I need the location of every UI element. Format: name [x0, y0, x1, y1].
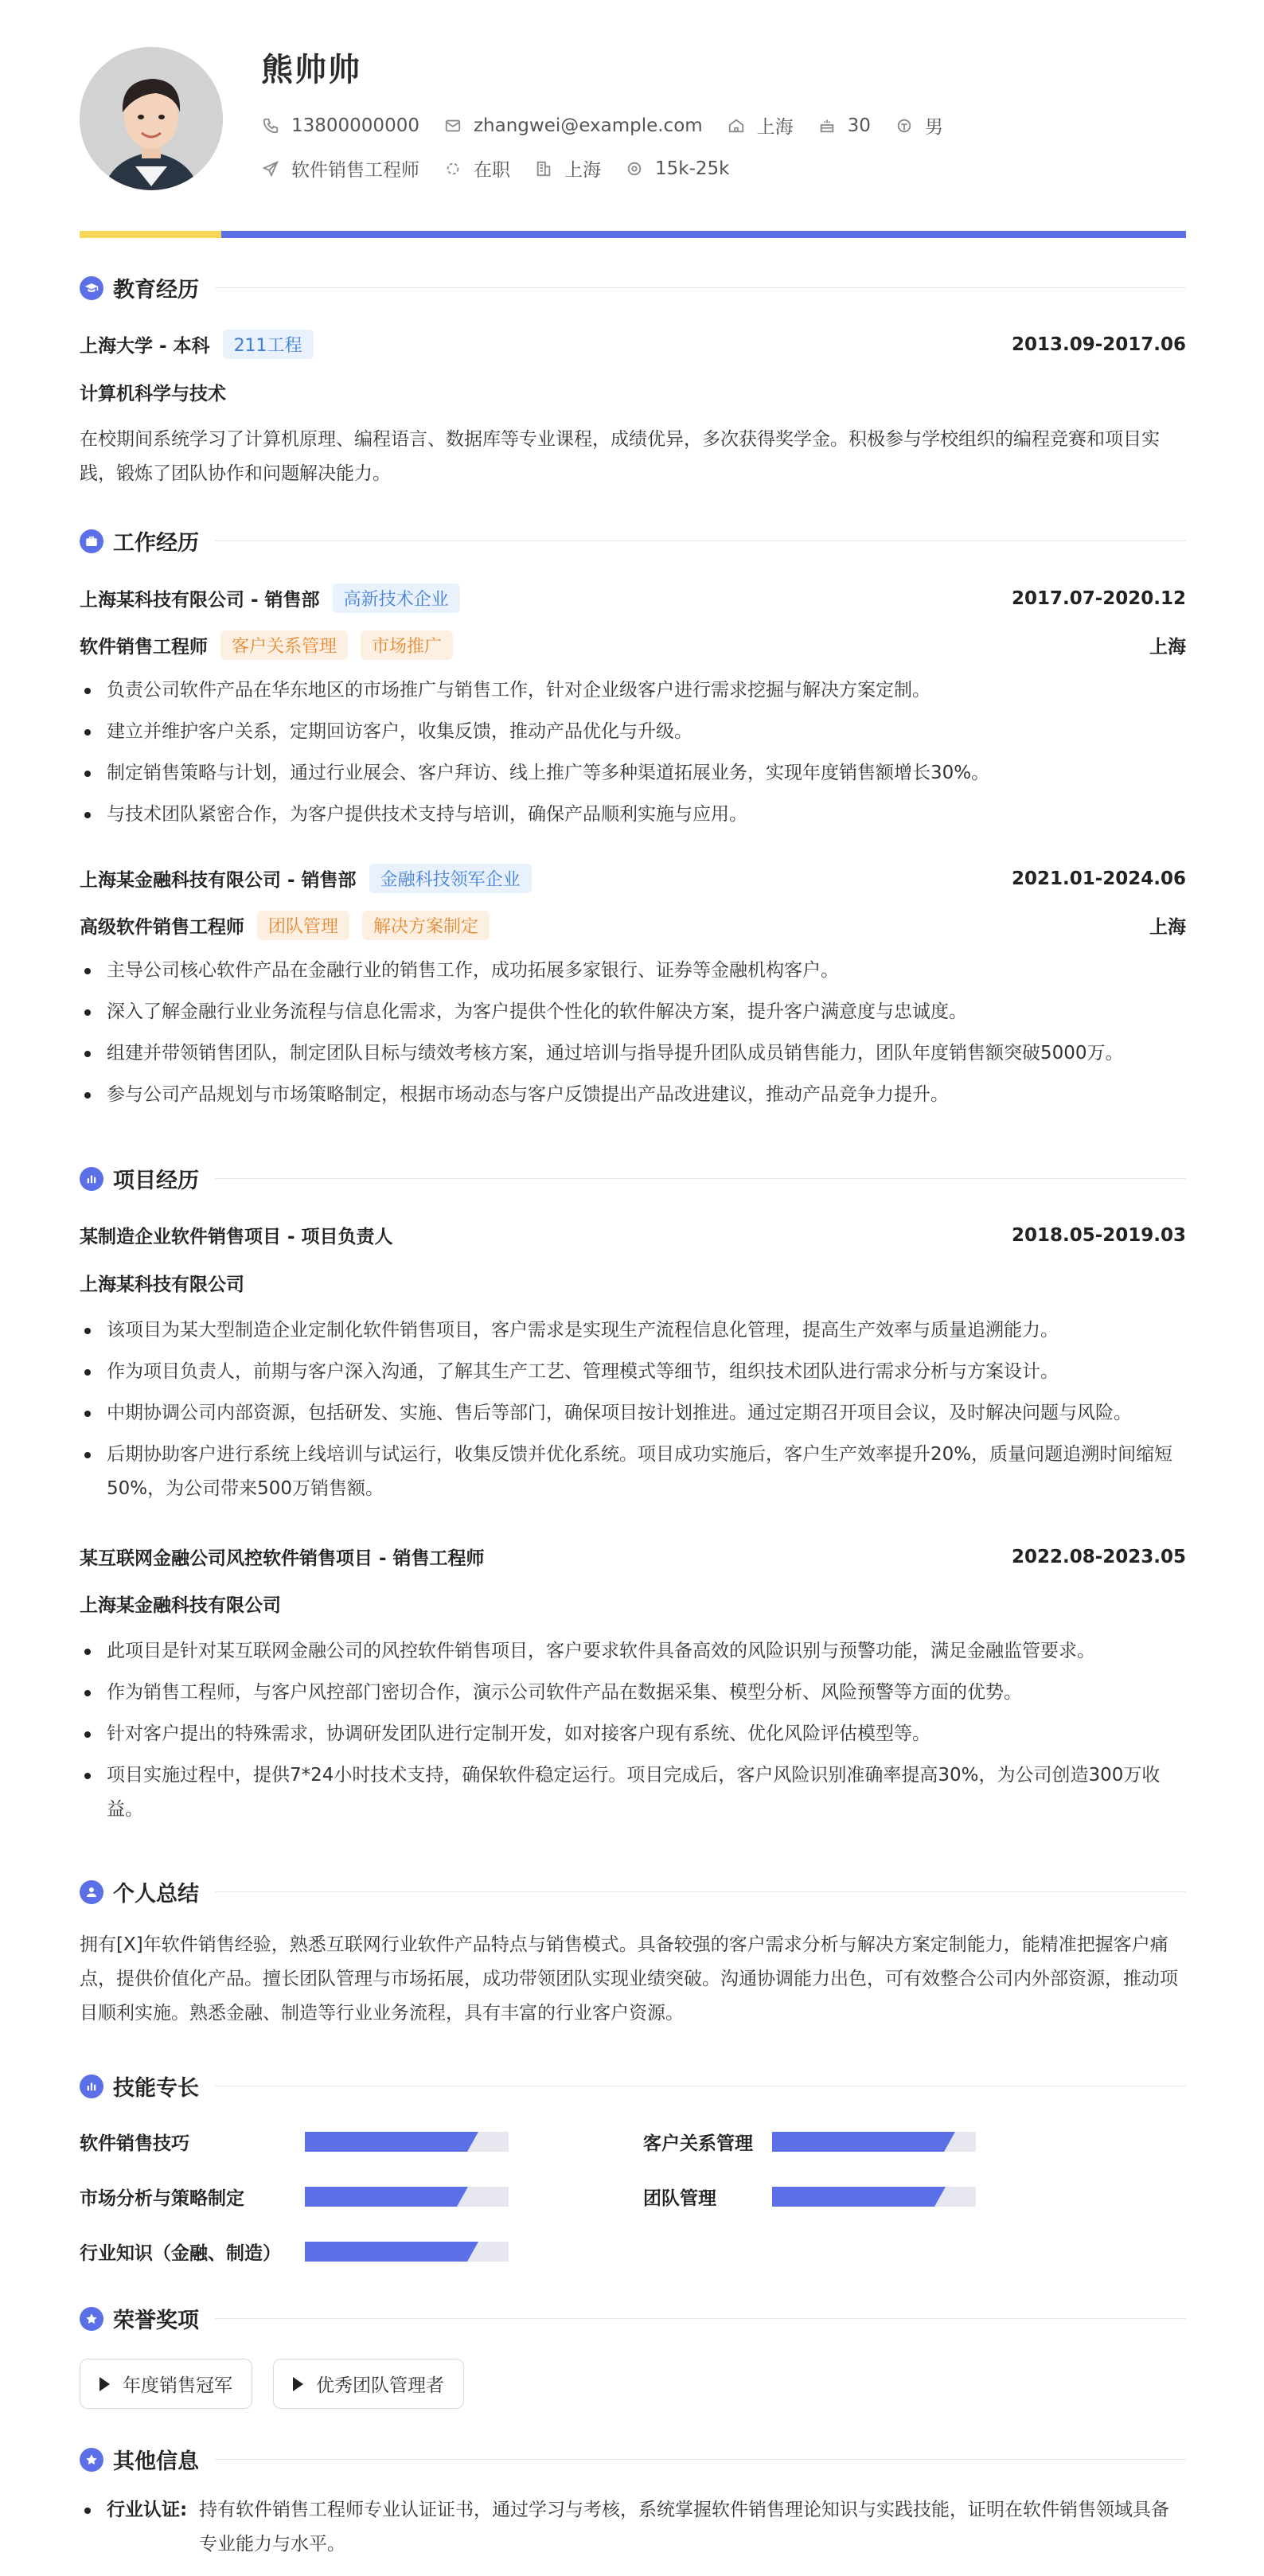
gender-icon: [895, 116, 914, 135]
section-skills: [80, 2071, 1186, 2102]
list-item: 参与公司产品规划与市场策略制定，根据市场动态与客户反馈提出产品改进建议，推动产品竞争力提升。: [80, 1078, 1186, 1112]
status-text: 在职: [474, 160, 510, 181]
list-item: 建立并维护客户关系，定期回访客户，收集反馈，推动产品优化与升级。: [80, 715, 1186, 749]
location-text: 上海: [756, 117, 794, 138]
skill-tag: 解决方案制定: [362, 911, 490, 940]
avatar: [80, 47, 223, 190]
list-item: 此项目是针对某互联网金融公司的风控软件销售项目，客户要求软件具备高效的风险识别与预警功能，满足金融监管要求。: [80, 1634, 1186, 1669]
section-summary: [80, 1876, 1186, 1907]
salary-icon: [625, 159, 644, 178]
position-title: 软件销售工程师: [80, 637, 208, 658]
award-icon: [80, 2448, 103, 2472]
chart-icon: [80, 1167, 103, 1191]
education-description: 在校期间系统学习了计算机原理、编程语言、数据库等专业课程，成绩优异，多次获得奖学金。积极参与学校组织的编程竞赛和项目实践，锻炼了团队协作和问题解决能力。: [80, 429, 1160, 484]
company-tag: 高新技术企业: [333, 584, 460, 613]
skill-bar-fill: [772, 2132, 944, 2152]
skill-item: [643, 2129, 976, 2155]
skill-name: 团队管理: [643, 2188, 716, 2209]
other-info-text: 持有软件销售工程师专业认证证书，通过学习与考核，系统掌握软件销售理论知识与实践技能，证明在软件销售领域具备专业能力与水平。: [199, 2500, 1169, 2555]
skill-bar: [305, 2132, 509, 2152]
list-item: 负责公司软件产品在华东地区的市场推广与销售工作，针对企业级客户进行需求挖掘与解决方案定制。: [80, 673, 1186, 708]
target-position-text: 软件销售工程师: [291, 160, 419, 181]
project-2-details: [80, 1634, 1186, 1834]
location-item: [727, 112, 794, 139]
section-title: 工作经历: [113, 531, 199, 556]
job-date: 2021.01-2024.06: [1011, 868, 1186, 889]
education-date: 2013.09-2017.06: [1011, 334, 1186, 355]
job-2-position-row: [80, 911, 1186, 940]
other-info-label: 行业认证:: [107, 2500, 188, 2520]
job-city: 上海: [1149, 917, 1186, 938]
company-tag: 金融科技领军企业: [369, 864, 532, 893]
skill-name: 软件销售技巧: [80, 2133, 189, 2154]
list-item: 组建并带领销售团队，制定团队目标与绩效考核方案，通过培训与指导提升团队成员销售能力，团队年度销售额突破5000万。: [80, 1036, 1186, 1071]
project-company: 上海某科技有限公司: [80, 1274, 244, 1295]
play-icon: [99, 2377, 110, 2391]
job-2-header: [80, 864, 1186, 893]
list-item: 针对客户提出的特殊需求，协调研发团队进行定制开发，如对接客户现有系统、优化风险评估模型等。: [80, 1717, 1186, 1751]
job-2-duties: [80, 954, 1186, 1119]
user-icon: [80, 1880, 103, 1904]
skill-bar: [305, 2187, 509, 2207]
project-date: 2018.05-2019.03: [1011, 1224, 1186, 1246]
skill-tag: 团队管理: [257, 911, 349, 940]
project-company: 上海某金融科技有限公司: [80, 1595, 281, 1616]
project-1-header: [80, 1222, 1186, 1248]
list-item: 后期协助客户进行系统上线培训与试运行，收集反馈并优化系统。项目成功实施后，客户生产效率提升20%，质量问题追溯时间缩短50%，为公司带来500万销售额。: [80, 1438, 1186, 1506]
project-2-company-row: [80, 1590, 1186, 1617]
skill-item: [80, 2129, 509, 2155]
section-education: [80, 272, 1186, 303]
list-item: 作为项目负责人，前期与客户深入沟通，了解其生产工艺、管理模式等细节，组织技术团队进行需求分析与方案设计。: [80, 1355, 1186, 1389]
list-item: 制定销售策略与计划，通过行业展会、客户拜访、线上推广等多种渠道拓展业务，实现年度销售额增长30%。: [80, 756, 1186, 790]
mail-icon: [443, 116, 462, 135]
skill-item: [80, 2238, 509, 2265]
job-date: 2017.07-2020.12: [1011, 587, 1186, 609]
project-1-details: [80, 1313, 1186, 1513]
phone-icon: [261, 116, 280, 135]
age-text: 30: [847, 115, 871, 136]
status-icon: [443, 159, 462, 178]
education-icon: [80, 276, 103, 300]
skill-bar-fill: [772, 2187, 934, 2207]
skill-tag: 市场推广: [361, 630, 453, 660]
job-1-header: [80, 584, 1186, 613]
send-icon: [261, 159, 280, 178]
award-icon: [80, 2307, 103, 2331]
target-position-item: [261, 155, 419, 181]
chart-icon: [80, 2074, 103, 2098]
project-name: 某制造企业软件销售项目 - 项目负责人: [80, 1227, 393, 1247]
job-intent-row: [261, 155, 753, 181]
summary-text: 拥有[X]年软件销售经验，熟悉互联网行业软件产品特点与销售模式。具备较强的客户需求分析与解决方案定制能力，能精准把握客户痛点，提供价值化产品。擅长团队管理与市场拓展，成功带领团队实现业绩突破。沟通协调能力出色，可有效整合公司内外部资源，推动项目顺利实施。熟悉金融、制造等行业业务流程，具有丰富的行业客户资源。: [80, 1934, 1178, 2024]
major: 计算机科学与技术: [80, 384, 226, 404]
skill-item: [80, 2184, 509, 2210]
skill-name: 行业知识（金融、制造）: [80, 2243, 281, 2264]
list-item: 深入了解金融行业业务流程与信息化需求，为客户提供个性化的软件解决方案，提升客户满意度与忠诚度。: [80, 995, 1186, 1029]
candidate-name: 熊帅帅: [261, 52, 361, 88]
status-item: [443, 155, 510, 181]
section-work: [80, 525, 1186, 556]
section-title: 教育经历: [113, 278, 199, 302]
section-awards: [80, 2303, 1186, 2334]
position-title: 高级软件销售工程师: [80, 917, 244, 938]
section-title: 个人总结: [113, 1882, 199, 1907]
home-icon: [727, 116, 746, 135]
gender-item: [895, 112, 943, 139]
project-2-header: [80, 1544, 1186, 1570]
target-city-text: 上海: [564, 160, 601, 181]
section-title: 技能专长: [113, 2076, 199, 2101]
award-label: 优秀团队管理者: [316, 2375, 444, 2396]
list-item: 与技术团队紧密合作，为客户提供技术支持与培训，确保产品顺利实施与应用。: [80, 798, 1186, 832]
skill-bar: [772, 2187, 976, 2207]
award-label: 年度销售冠军: [123, 2375, 232, 2396]
school-name: 上海大学 - 本科: [80, 336, 210, 357]
contact-row: [261, 112, 967, 139]
briefcase-icon: [80, 529, 103, 553]
section-title: 项目经历: [113, 1169, 199, 1193]
section-title: 其他信息: [113, 2449, 199, 2474]
award-badge: [273, 2359, 464, 2409]
age-item: [817, 115, 871, 136]
job-city: 上海: [1149, 637, 1186, 658]
email-item: [443, 115, 703, 136]
job-1-duties: [80, 673, 1186, 839]
list-item: 作为销售工程师，与客户风控部门密切合作，演示公司软件产品在数据采集、模型分析、风险预警等方面的优势。: [80, 1676, 1186, 1710]
avatar-photo: [80, 47, 223, 190]
building-icon: [534, 159, 553, 178]
skill-item: [643, 2184, 976, 2210]
skill-tag: 客户关系管理: [220, 630, 348, 660]
company-name: 上海某科技有限公司 - 销售部: [80, 590, 320, 611]
play-icon: [293, 2377, 303, 2391]
project-name: 某互联网金融公司风控软件销售项目 - 销售工程师: [80, 1548, 485, 1569]
skill-bar-fill: [305, 2132, 467, 2152]
skill-bar: [772, 2132, 976, 2152]
section-projects: [80, 1163, 1186, 1194]
section-other: [80, 2444, 1186, 2475]
project-date: 2022.08-2023.05: [1011, 1546, 1186, 1567]
project-1-company-row: [80, 1270, 1186, 1296]
salary-item: [625, 158, 729, 179]
school-tag: 211工程: [223, 330, 314, 359]
list-item: 该项目为某大型制造企业定制化软件销售项目，客户需求是实现生产流程信息化管理，提高生产效率与质量追溯能力。: [80, 1313, 1186, 1348]
gender-text: 男: [924, 117, 943, 138]
section-title: 荣誉奖项: [113, 2309, 199, 2333]
list-item: 项目实施过程中，提供7*24小时技术支持，确保软件稳定运行。项目完成后，客户风险识别准确率提高30%，为公司创造300万收益。: [80, 1758, 1186, 1827]
skill-bar-fill: [305, 2187, 457, 2207]
list-item: 主导公司核心软件产品在金融行业的销售工作，成功拓展多家银行、证券等金融机构客户。: [80, 954, 1186, 988]
header-divider: [80, 231, 1186, 238]
company-name: 上海某金融科技有限公司 - 销售部: [80, 870, 357, 891]
skill-name: 市场分析与策略制定: [80, 2188, 244, 2209]
skill-bar-fill: [305, 2242, 467, 2262]
phone-text: 13800000000: [291, 115, 419, 136]
email-text: zhangwei@example.com: [473, 115, 703, 136]
award-badge: [80, 2359, 252, 2409]
salary-text: 15k-25k: [655, 158, 730, 179]
target-city-item: [534, 155, 601, 181]
phone-item: [261, 115, 419, 136]
cake-icon: [817, 116, 837, 135]
skill-name: 客户关系管理: [643, 2133, 753, 2154]
education-header: [80, 330, 1186, 359]
job-1-position-row: [80, 630, 1186, 660]
major-row: [80, 379, 1186, 405]
skill-bar: [305, 2242, 509, 2262]
list-item: 中期协调公司内部资源，包括研发、实施、售后等部门，确保项目按计划推进。通过定期召开项目会议，及时解决问题与风险。: [80, 1396, 1186, 1430]
